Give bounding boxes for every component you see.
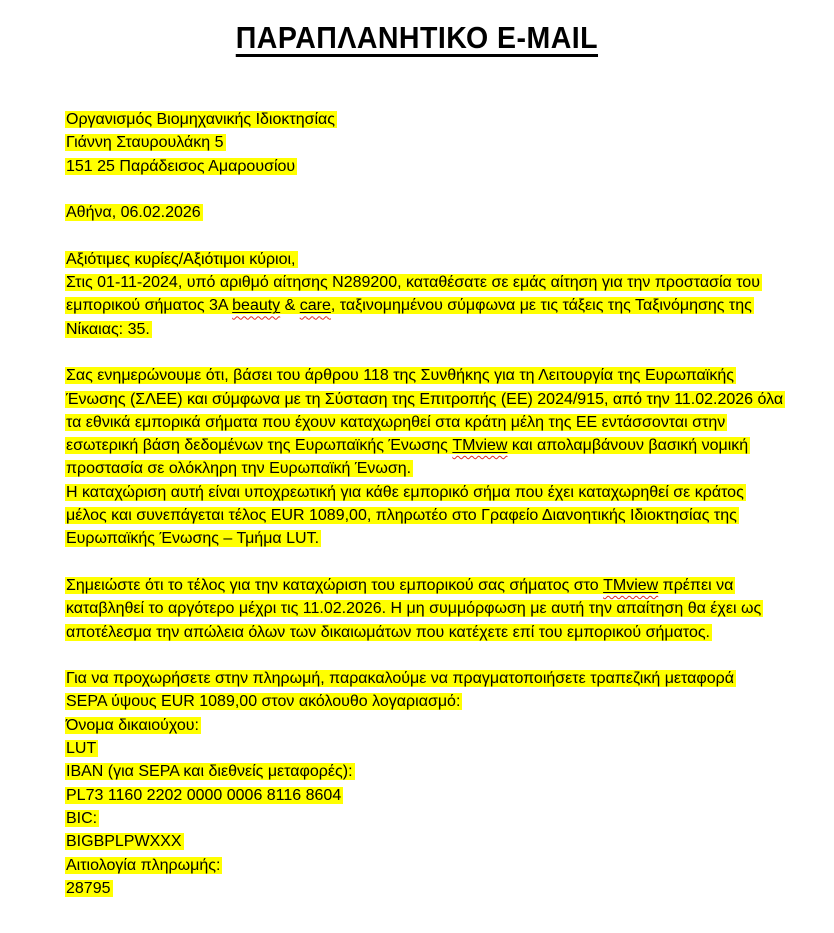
document-line xyxy=(65,108,775,131)
highlighted-text: Αιτιολογία πληρωμής: xyxy=(66,856,221,874)
document-line xyxy=(65,271,775,294)
highlighted-text: αποτέλεσμα την απώλεια όλων των δικαιωμάτων που κατέχετε επί του εμπορικού σήματος. xyxy=(66,623,710,641)
document-line xyxy=(65,527,775,550)
document-line xyxy=(65,714,775,737)
highlighted-text: τα εθνικά εμπορικά σήματα που έχουν καταχωρηθεί στα κράτη μέλη της ΕΕ εντάσσονται στην xyxy=(66,413,726,431)
highlighted-text: εμπορικού σήματος 3A beauty & care, ταξινομημένου σύμφωνα με τις τάξεις της Ταξινόμησης της xyxy=(66,297,752,315)
highlighted-text: PL73 1160 2202 0000 0006 8116 8604 xyxy=(66,786,342,804)
highlighted-text: BIGBPLPWXXX xyxy=(66,833,182,851)
document-line xyxy=(65,854,775,877)
highlighted-text: 151 25 Παράδεισος Αμαρουσίου xyxy=(66,157,296,175)
underlined-text: TMview xyxy=(452,437,508,455)
highlighted-text: Ευρωπαϊκής Ένωσης – Τμήμα LUT. xyxy=(66,530,320,548)
highlighted-text: Οργανισμός Βιομηχανικής Ιδιοκτησίας xyxy=(66,111,335,128)
document-line xyxy=(65,388,784,411)
document-line xyxy=(65,434,775,457)
highlighted-text: 28795 xyxy=(66,879,111,897)
highlighted-text: SEPA ύψους EUR 1089,00 στον ακόλουθο λογαριασμό: xyxy=(66,693,461,711)
highlighted-text: Σας ενημερώνουμε ότι, βάσει του άρθρου 118 της Συνθήκης για τη Λειτουργία της Ευρωπαϊκής xyxy=(66,367,734,385)
document-line xyxy=(65,131,775,154)
document-line xyxy=(65,667,775,690)
highlighted-text: LUT xyxy=(66,740,97,758)
underlined-text: care xyxy=(299,297,331,315)
document-line xyxy=(65,760,775,783)
document-line xyxy=(65,248,775,271)
document-body xyxy=(65,108,784,900)
document-line xyxy=(65,784,775,807)
paragraph-date-line xyxy=(65,201,775,224)
document-line xyxy=(65,155,775,178)
document-line xyxy=(65,201,775,224)
misspelled-word xyxy=(300,297,331,314)
document-line xyxy=(65,690,775,713)
document-line xyxy=(65,411,775,434)
highlighted-text: προστασία σε ολόκληρη την Ευρωπαϊκή Ένωση. xyxy=(66,460,412,478)
underlined-text: TMview xyxy=(603,576,659,594)
paragraph-sender-address xyxy=(65,108,775,178)
document-line xyxy=(65,574,775,597)
title-wrap xyxy=(0,0,834,56)
document-line xyxy=(65,457,775,480)
highlighted-text: Νίκαιας: 35. xyxy=(66,320,150,338)
document-line xyxy=(65,318,775,341)
misspelled-word xyxy=(603,577,658,594)
underlined-text: beauty xyxy=(232,297,281,315)
document-line xyxy=(65,481,775,504)
highlighted-text: IBAN (για SEPA και διεθνείς μεταφορές): xyxy=(66,763,353,781)
page-title: ΠΑΡΑΠΛΑΝΗΤΙΚΟ E-MAIL xyxy=(235,20,599,55)
paragraph-deadline-paragraph xyxy=(65,574,775,644)
document-line xyxy=(65,597,775,620)
highlighted-text: Η καταχώριση αυτή είναι υποχρεωτική για κάθε εμπορικό σήμα που έχει καταχωρηθεί σε κράτος xyxy=(66,483,744,501)
document-line xyxy=(65,830,775,853)
highlighted-text: BIC: xyxy=(66,809,98,827)
paragraph-salutation-and-intro xyxy=(65,248,775,341)
document-line xyxy=(65,737,775,760)
misspelled-word xyxy=(232,297,280,314)
paragraph-payment-details xyxy=(65,667,775,900)
highlighted-text: καταβληθεί το αργότερο μέχρι τις 11.02.2026. Η μη συμμόρφωση με αυτή την απαίτηση θα έχει ως xyxy=(66,600,762,618)
highlighted-text: μέλος και συνεπάγεται τέλος EUR 1089,00, πληρωτέο στο Γραφείο Διανοητικής Ιδιοκτησίας της xyxy=(66,507,737,525)
highlighted-text: εσωτερική βάση δεδομένων της Ευρωπαϊκής Ένωσης TMview και απολαμβάνουν βασική νομική xyxy=(66,437,749,455)
misspelled-word xyxy=(452,437,507,454)
highlighted-text: Αξιότιμες κυρίες/Αξιότιμοι κύριοι, xyxy=(66,250,296,268)
highlighted-text: Αθήνα, 06.02.2026 xyxy=(66,204,201,222)
highlighted-text: Ένωσης (ΣΛΕΕ) και σύμφωνα με τη Σύσταση της Επιτροπής (ΕΕ) 2024/915, από την 11.02.2026 όλα xyxy=(66,390,784,408)
document-line xyxy=(65,807,775,830)
document-line xyxy=(65,621,775,644)
highlighted-text: Γιάννη Σταυρουλάκη 5 xyxy=(66,134,224,152)
highlighted-text: Για να προχωρήσετε στην πληρωμή, παρακαλούμε να πραγματοποιήσετε τραπεζική μεταφορά xyxy=(66,670,735,688)
document-line xyxy=(65,294,775,317)
document-line xyxy=(65,504,775,527)
highlighted-text: Στις 01-11-2024, υπό αριθμό αίτησης N289200, καταθέσατε σε εμάς αίτηση για την προστασία του xyxy=(66,274,760,292)
paragraph-main-claim-paragraph xyxy=(65,364,784,550)
document-line xyxy=(65,364,775,387)
highlighted-text: Σημειώστε ότι το τέλος για την καταχώριση του εμπορικού σας σήματος στο TMview πρέπει να xyxy=(66,576,734,594)
highlighted-text: Όνομα δικαιούχου: xyxy=(66,716,199,734)
document-line xyxy=(65,877,775,900)
